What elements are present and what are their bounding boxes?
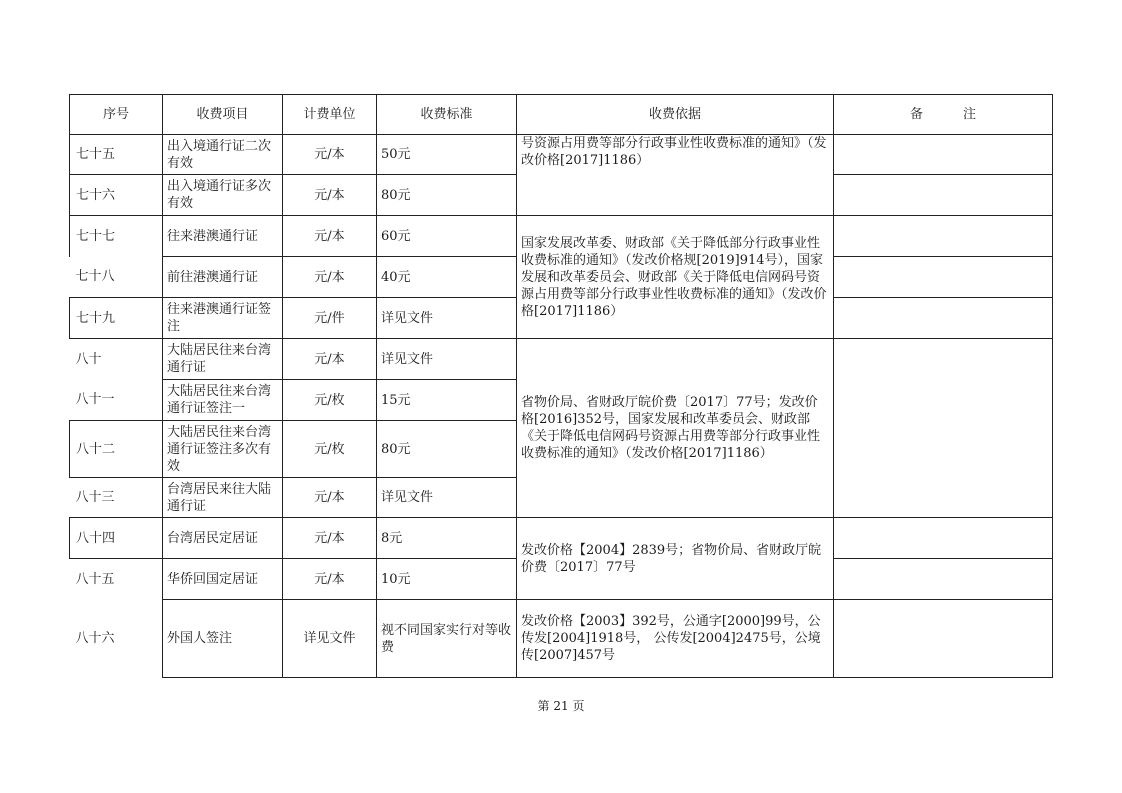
table-row xyxy=(70,135,1053,175)
row-note xyxy=(834,600,1053,678)
row-note xyxy=(834,135,1053,175)
row-item: 大陆居民往来台湾通行证签注一 xyxy=(163,380,283,421)
basis-group-4: 发改价格【2004】2839号；省物价局、省财政厅皖价费〔2017〕77号 xyxy=(517,518,834,600)
row-standard: 40元 xyxy=(377,257,517,298)
row-standard: 10元 xyxy=(377,559,517,600)
row-seq: 八十五 xyxy=(70,559,163,600)
header-seq: 序号 xyxy=(70,95,163,135)
basis-group-5: 发改价格【2003】392号，公通字[2000]99号，公传发[2004]1918号， 公传发[2004]2475号，公境传[2007]457号 xyxy=(517,600,834,678)
row-item: 华侨回国定居证 xyxy=(163,559,283,600)
row-unit: 元/本 xyxy=(283,559,377,600)
row-unit: 元/本 xyxy=(283,257,377,298)
row-note xyxy=(834,257,1053,298)
table-row xyxy=(70,339,1053,380)
row-item: 出入境通行证二次有效 xyxy=(163,135,283,175)
header-item: 收费项目 xyxy=(163,95,283,135)
row-item: 出入境通行证多次有效 xyxy=(163,175,283,216)
row-seq: 八十四 xyxy=(70,518,163,559)
row-standard: 80元 xyxy=(377,421,517,478)
row-item: 大陆居民往来台湾通行证 xyxy=(163,339,283,380)
row-standard: 详见文件 xyxy=(377,478,517,518)
header-unit: 计费单位 xyxy=(283,95,377,135)
row-standard: 60元 xyxy=(377,216,517,257)
row-standard: 15元 xyxy=(377,380,517,421)
row-unit: 元/本 xyxy=(283,478,377,518)
table-row xyxy=(70,518,1053,559)
row-seq: 七十六 xyxy=(70,175,163,216)
row-unit: 元/件 xyxy=(283,298,377,339)
row-item: 大陆居民往来台湾通行证签注多次有效 xyxy=(163,421,283,478)
basis-group-1: 号资源占用费等部分行政事业性收费标准的通知》（发改价格[2017]1186） xyxy=(517,135,834,216)
row-note xyxy=(834,339,1053,518)
row-note xyxy=(834,559,1053,600)
row-unit: 元/本 xyxy=(283,135,377,175)
row-seq: 七十五 xyxy=(70,135,163,175)
row-standard: 50元 xyxy=(377,135,517,175)
row-note xyxy=(834,298,1053,339)
row-standard: 80元 xyxy=(377,175,517,216)
row-standard: 8元 xyxy=(377,518,517,559)
header-note-left: 备 xyxy=(909,107,923,122)
row-item: 台湾居民来往大陆通行证 xyxy=(163,478,283,518)
row-seq: 八十三 xyxy=(70,478,163,518)
header-standard: 收费标准 xyxy=(377,95,517,135)
header-row xyxy=(70,95,1053,135)
basis-group-3: 省物价局、省财政厅皖价费〔2017〕77号；发改价格[2016]352号，国家发展和改革委员会、财政部《关于降低电信网码号资源占用费等部分行政事业性收费标准的通知》（发改价格[2017]1186） xyxy=(517,339,834,518)
row-note xyxy=(834,175,1053,216)
row-standard: 详见文件 xyxy=(377,339,517,380)
row-seq: 七十七 xyxy=(70,216,163,257)
row-unit: 元/枚 xyxy=(283,380,377,421)
row-seq: 七十八 xyxy=(70,257,163,298)
row-seq: 八十 xyxy=(70,339,163,380)
row-note xyxy=(834,518,1053,559)
row-seq: 八十一 xyxy=(70,380,163,421)
table-row xyxy=(70,216,1053,257)
table-row xyxy=(70,600,1053,678)
header-note xyxy=(834,95,1053,135)
row-unit: 元/枚 xyxy=(283,421,377,478)
page-number: 第 21 页 xyxy=(537,699,585,713)
row-seq: 八十二 xyxy=(70,421,163,478)
row-note xyxy=(834,216,1053,257)
row-unit: 元/本 xyxy=(283,216,377,257)
row-unit: 元/本 xyxy=(283,339,377,380)
row-seq: 八十六 xyxy=(70,600,163,678)
row-item: 往来港澳通行证签注 xyxy=(163,298,283,339)
header-basis: 收费依据 xyxy=(517,95,834,135)
row-standard: 视不同国家实行对等收费 xyxy=(377,600,517,678)
row-item: 台湾居民定居证 xyxy=(163,518,283,559)
row-unit: 详见文件 xyxy=(283,600,377,678)
header-note-right: 注 xyxy=(963,107,977,122)
row-unit: 元/本 xyxy=(283,175,377,216)
row-item: 前往港澳通行证 xyxy=(163,257,283,298)
row-standard: 详见文件 xyxy=(377,298,517,339)
row-item: 往来港澳通行证 xyxy=(163,216,283,257)
row-seq: 七十九 xyxy=(70,298,163,339)
basis-group-2: 国家发展改革委、财政部《关于降低部分行政事业性收费标准的通知》（发改价格规[2019]914号），国家发展和改革委员会、财政部《关于降低电信网码号资源占用费等部分行政事业性收费标准的通知》（发改价格[2017]1186） xyxy=(517,216,834,339)
fee-table xyxy=(69,94,1053,678)
row-unit: 元/本 xyxy=(283,518,377,559)
row-item: 外国人签注 xyxy=(163,600,283,678)
